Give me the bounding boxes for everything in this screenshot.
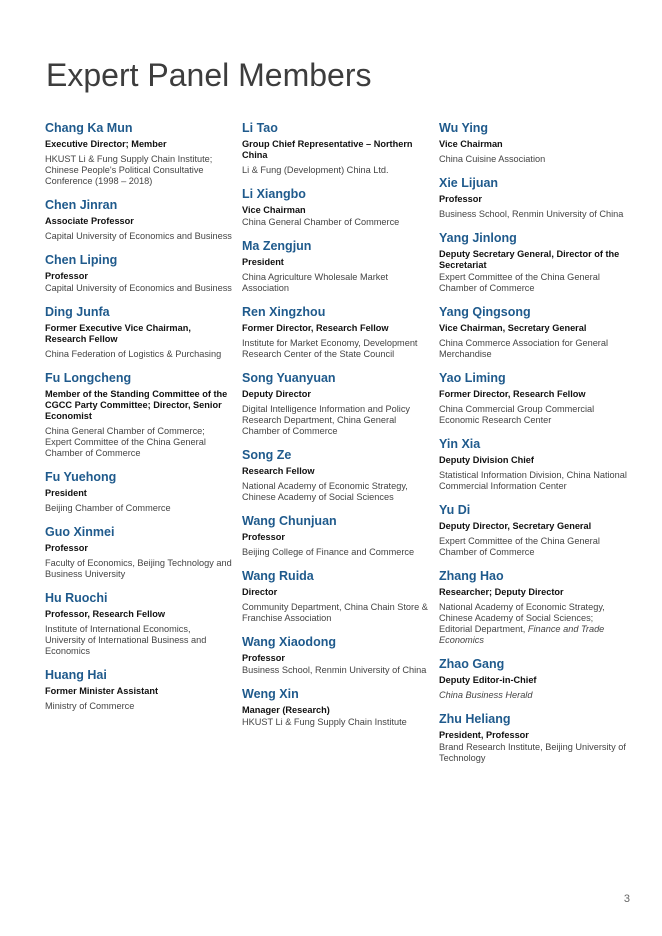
member-name: Song Ze	[242, 448, 292, 462]
member-column-3	[439, 121, 627, 775]
member-name: Zhao Gang	[439, 657, 505, 671]
member-name: Li Xiangbo	[242, 187, 306, 201]
member-column-1	[45, 121, 233, 723]
member-role: Deputy Secretary General, Director of the Secretariat	[439, 249, 620, 270]
member-name: Ma Zengjun	[242, 239, 312, 253]
member-organization: Capital University of Economics and Business	[45, 231, 232, 241]
member-organization: Beijing College of Finance and Commerce	[242, 547, 415, 557]
member-name: Ren Xingzhou	[242, 305, 326, 319]
member-organization: Community Department, China Chain Store & Franchise Association	[242, 602, 428, 623]
member-entry	[45, 371, 233, 459]
member-role: Director	[242, 587, 278, 597]
page-title: Expert Panel Members	[46, 57, 372, 93]
member-entry	[439, 371, 627, 426]
member-name: Li Tao	[242, 121, 278, 135]
member-name: Hu Ruochi	[45, 591, 108, 605]
member-entry	[439, 503, 627, 558]
member-role: Vice Chairman	[242, 205, 306, 215]
member-organization-text: National Academy of Economic Strategy, Chinese Academy of Social Sciences; Editorial Department,	[439, 602, 605, 634]
member-role: Professor	[242, 653, 285, 663]
member-organization: National Academy of Economic Strategy, Chinese Academy of Social Sciences	[242, 481, 408, 502]
member-entry	[45, 253, 233, 294]
member-organization: China General Chamber of Commerce; Expert Committee of the China General Chamber of Commerce	[45, 426, 206, 458]
member-name: Guo Xinmei	[45, 525, 115, 539]
member-name: Wu Ying	[439, 121, 489, 135]
member-name: Yao Liming	[439, 371, 506, 385]
member-organization: Business School, Renmin University of China	[242, 665, 427, 675]
member-name: Xie Lijuan	[439, 176, 499, 190]
member-name: Huang Hai	[45, 668, 107, 682]
member-role: Manager (Research)	[242, 705, 330, 715]
member-entry	[439, 712, 627, 764]
member-column-2	[242, 121, 430, 739]
member-organization: Beijing Chamber of Commerce	[45, 503, 171, 513]
member-organization: China Commercial Group Commercial Economic Research Center	[439, 404, 595, 425]
member-organization: Statistical Information Division, China National Commercial Information Center	[439, 470, 627, 491]
member-name: Yang Jinlong	[439, 231, 517, 245]
member-entry	[439, 121, 627, 165]
member-role: Research Fellow	[242, 466, 315, 476]
member-organization	[439, 602, 627, 646]
member-role: Professor	[242, 532, 285, 542]
member-role: Former Minister Assistant	[45, 686, 158, 696]
member-organization: China Commerce Association for General Merchandise	[439, 338, 609, 359]
member-role: Deputy Division Chief	[439, 455, 534, 465]
member-role: Professor	[45, 543, 88, 553]
member-role: Professor	[439, 194, 482, 204]
member-organization: Digital Intelligence Information and Policy Research Department, China General Chamber of Commerce	[242, 404, 411, 436]
member-entry	[439, 437, 627, 492]
member-entry	[45, 198, 233, 242]
member-name: Chen Jinran	[45, 198, 118, 212]
member-role: Vice Chairman	[439, 139, 503, 149]
member-organization: Institute of International Economics, University of International Business and Economics	[45, 624, 207, 656]
member-role: Researcher; Deputy Director	[439, 587, 564, 597]
member-name: Fu Yuehong	[45, 470, 117, 484]
member-entry	[242, 239, 430, 294]
member-role: Professor, Research Fellow	[45, 609, 165, 619]
member-name: Yu Di	[439, 503, 471, 517]
member-role: Member of the Standing Committee of the CGCC Party Committee; Director, Senior Economist	[45, 389, 228, 421]
member-organization: China Business Herald	[439, 690, 533, 700]
member-entry	[45, 121, 233, 187]
member-entry	[45, 668, 233, 712]
member-name: Wang Ruida	[242, 569, 314, 583]
member-role: Deputy Director, Secretary General	[439, 521, 592, 531]
member-name: Zhu Heliang	[439, 712, 511, 726]
member-role: Former Director, Research Fellow	[439, 389, 586, 399]
member-entry	[242, 569, 430, 624]
member-role: President, Professor	[439, 730, 529, 740]
member-entry	[45, 470, 233, 514]
member-entry	[45, 525, 233, 580]
member-role: Former Executive Vice Chairman, Research Fellow	[45, 323, 191, 344]
member-entry	[242, 687, 430, 728]
member-role: Professor	[45, 271, 88, 281]
member-role: President	[242, 257, 284, 267]
member-entry	[242, 514, 430, 558]
member-organization: Institute for Market Economy, Development Research Center of the State Council	[242, 338, 418, 359]
member-role: Deputy Editor-in-Chief	[439, 675, 537, 685]
member-entry	[45, 591, 233, 657]
member-organization: Faculty of Economics, Beijing Technology and Business University	[45, 558, 232, 579]
member-name: Yang Qingsong	[439, 305, 531, 319]
member-name: Weng Xin	[242, 687, 299, 701]
member-organization: Expert Committee of the China General Chamber of Commerce	[439, 272, 600, 293]
member-role: Former Director, Research Fellow	[242, 323, 389, 333]
member-entry	[242, 448, 430, 503]
member-entry	[242, 635, 430, 676]
member-entry	[439, 305, 627, 360]
member-role: President	[45, 488, 87, 498]
member-entry	[242, 371, 430, 437]
member-role: Associate Professor	[45, 216, 134, 226]
member-organization: China General Chamber of Commerce	[242, 217, 400, 227]
member-entry	[439, 231, 627, 294]
publication-title: Finance and Trade Economics	[439, 624, 605, 645]
member-role: Group Chief Representative – Northern China	[242, 139, 413, 160]
member-organization: Brand Research Institute, Beijing University of Technology	[439, 742, 626, 763]
member-organization: Capital University of Economics and Business	[45, 283, 232, 293]
member-organization: HKUST Li & Fung Supply Chain Institute; Chinese People's Political Consultative Conference (1998 – 2018)	[45, 154, 213, 186]
member-name: Song Yuanyuan	[242, 371, 336, 385]
member-role: Executive Director; Member	[45, 139, 167, 149]
member-role: Deputy Director	[242, 389, 311, 399]
member-organization: Ministry of Commerce	[45, 701, 135, 711]
member-entry	[439, 657, 627, 701]
member-entry	[45, 305, 233, 360]
member-name: Chang Ka Mun	[45, 121, 133, 135]
member-entry	[242, 305, 430, 360]
member-name: Yin Xia	[439, 437, 481, 451]
member-organization: China Federation of Logistics & Purchasing	[45, 349, 222, 359]
member-entry	[242, 187, 430, 228]
member-organization: Business School, Renmin University of China	[439, 209, 624, 219]
member-organization: HKUST Li & Fung Supply Chain Institute	[242, 717, 407, 727]
member-entry	[439, 176, 627, 220]
member-organization: China Agriculture Wholesale Market Association	[242, 272, 389, 293]
member-name: Zhang Hao	[439, 569, 504, 583]
member-name: Ding Junfa	[45, 305, 110, 319]
member-role: Vice Chairman, Secretary General	[439, 323, 587, 333]
member-name: Wang Chunjuan	[242, 514, 337, 528]
member-name: Chen Liping	[45, 253, 118, 267]
page-number: 3	[623, 893, 630, 905]
member-organization: China Cuisine Association	[439, 154, 546, 164]
member-organization: Expert Committee of the China General Chamber of Commerce	[439, 536, 600, 557]
member-name: Fu Longcheng	[45, 371, 132, 385]
member-name: Wang Xiaodong	[242, 635, 336, 649]
member-organization: Li & Fung (Development) China Ltd.	[242, 165, 389, 175]
member-entry	[242, 121, 430, 176]
member-entry	[439, 569, 627, 646]
